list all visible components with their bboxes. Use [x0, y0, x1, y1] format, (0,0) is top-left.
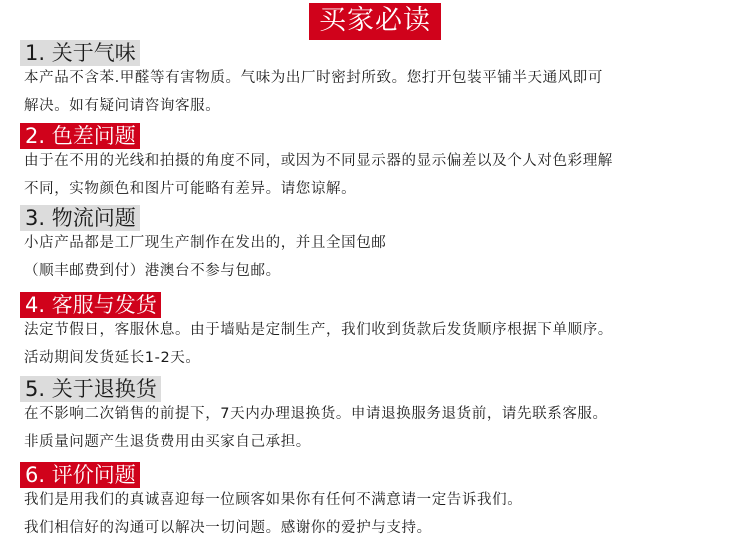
section-text: 小店产品都是工厂现生产制作在发出的，并且全国包邮: [24, 235, 387, 251]
section-text: 我们是用我们的真诚喜迎每一位顾客如果你有任何不满意请一定告诉我们。: [24, 492, 523, 508]
section-text: 由于在不用的光线和拍摄的角度不同，或因为不同显示器的显示偏差以及个人对色彩理解: [24, 153, 613, 169]
section-text: 不同，实物颜色和图片可能略有差异。请您谅解。: [24, 181, 357, 197]
section-heading: 5. 关于退换货: [20, 376, 161, 402]
title-banner: [0, 3, 750, 40]
section-text: 活动期间发货延长1-2天。: [24, 350, 201, 366]
section-text: 解决。如有疑问请咨询客服。: [24, 98, 221, 114]
section-heading: 1. 关于气味: [20, 40, 140, 66]
section-text: 非质量问题产生退货费用由买家自己承担。: [24, 434, 311, 450]
section-heading: 3. 物流问题: [20, 205, 140, 231]
section-text: （顺丰邮费到付）港澳台不参与包邮。: [24, 263, 281, 279]
section-text: 在不影响二次销售的前提下，7天内办理退换货。申请退换服务退货前，请先联系客服。: [24, 406, 608, 422]
section-text: 本产品不含苯.甲醛等有害物质。气味为出厂时密封所致。您打开包装平铺半天通风即可: [24, 70, 604, 86]
section-heading: 4. 客服与发货: [20, 292, 161, 318]
section-text: 法定节假日，客服休息。由于墙贴是定制生产，我们收到货款后发货顺序根据下单顺序。: [24, 322, 613, 338]
page-title: 买家必读: [309, 3, 441, 40]
section-heading: 2. 色差问题: [20, 123, 140, 149]
section-heading: 6. 评价问题: [20, 462, 140, 488]
section-text: 我们相信好的沟通可以解决一切问题。感谢你的爱护与支持。: [24, 520, 432, 536]
